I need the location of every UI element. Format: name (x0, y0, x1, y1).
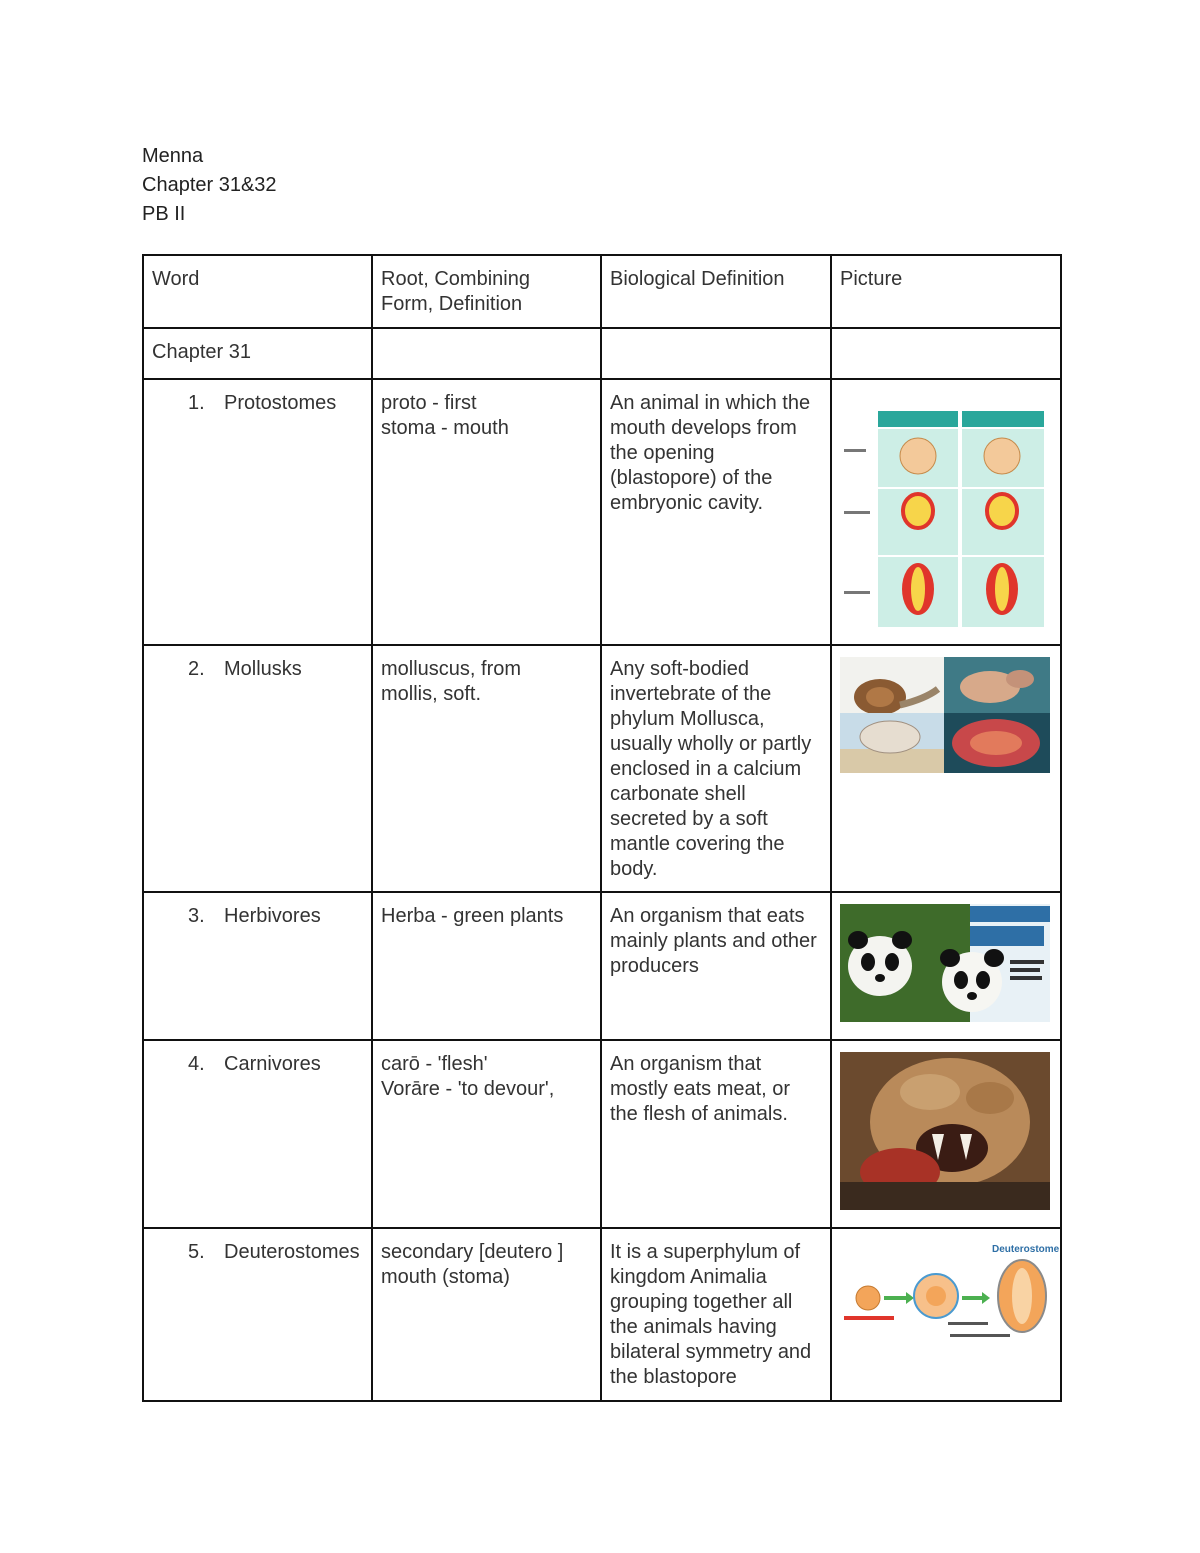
picture-cell (831, 645, 1061, 892)
chapter-label: Chapter 31 (143, 328, 372, 379)
table-row (143, 1228, 1061, 1401)
term-word: Carnivores (224, 1053, 321, 1075)
word-cell: 4. Carnivores (143, 1040, 372, 1228)
panda-herbivore-slide-icon (840, 904, 1052, 1022)
table-header-row (143, 255, 1061, 328)
table-row (143, 1040, 1061, 1228)
term-word: Herbivores (224, 905, 321, 927)
deuterostome-development-diagram-icon (840, 1240, 1060, 1350)
picture-cell (831, 1228, 1061, 1401)
term-word: Protostomes (224, 392, 337, 414)
column-header-word: Word (143, 255, 372, 328)
column-header-root-line2: Form, Definition (381, 293, 523, 315)
definition-cell: An organism that eats mainly plants and other producers (601, 892, 831, 1040)
root-cell: secondary [deutero ] mouth (stoma) (372, 1228, 601, 1401)
definition-cell: Any soft-bodied invertebrate of the phylum Mollusca, usually wholly or partly enclosed in a calcium carbonate shell secreted by a soft mantle covering the body. (601, 645, 831, 892)
mollusk-collage-icon (840, 657, 1052, 773)
definition-cell: An organism that mostly eats meat, or the flesh of animals. (601, 1040, 831, 1228)
word-cell: 3. Herbivores (143, 892, 372, 1040)
definition-cell: An animal in which the mouth develops from the opening (blastopore) of the embryonic cavity. (601, 379, 831, 645)
picture-cell (831, 1040, 1061, 1228)
student-name: Menna (142, 145, 204, 167)
empty-cell (601, 328, 831, 379)
root-cell: molluscus, from mollis, soft. (372, 645, 601, 892)
chapter-row (143, 328, 1061, 379)
protostome-deuterostome-diagram-icon (840, 391, 1052, 633)
word-cell: 5. Deuterostomes (143, 1228, 372, 1401)
cougar-photo-icon (840, 1052, 1052, 1210)
root-cell: Herba - green plants (372, 892, 601, 1040)
column-header-root (372, 255, 601, 328)
word-cell: 2. Mollusks (143, 645, 372, 892)
table-row (143, 379, 1061, 645)
root-cell: carō - 'flesh' Vorāre - 'to devour', (372, 1040, 601, 1228)
course-name: PB II (142, 203, 186, 225)
column-header-root-line1: Root, Combining (381, 268, 530, 290)
root-cell: proto - first stoma - mouth (372, 379, 601, 645)
empty-cell (372, 328, 601, 379)
vocabulary-table (142, 254, 1062, 1402)
empty-cell (831, 328, 1061, 379)
deuterostome-diagram-title: Deuterostome (992, 1244, 1060, 1255)
column-header-picture: Picture (831, 255, 1061, 328)
table-row (143, 892, 1061, 1040)
term-word: Mollusks (224, 658, 302, 680)
term-word: Deuterostomes (224, 1241, 360, 1263)
definition-cell: It is a superphylum of kingdom Animalia grouping together all the animals having bilateral symmetry and the blastopore (601, 1228, 831, 1401)
column-header-definition: Biological Definition (601, 255, 831, 328)
table-row (143, 645, 1061, 892)
word-cell: 1. Protostomes (143, 379, 372, 645)
chapter-title: Chapter 31&32 (142, 174, 277, 196)
picture-cell (831, 379, 1061, 645)
document-header (142, 142, 277, 229)
picture-cell (831, 892, 1061, 1040)
